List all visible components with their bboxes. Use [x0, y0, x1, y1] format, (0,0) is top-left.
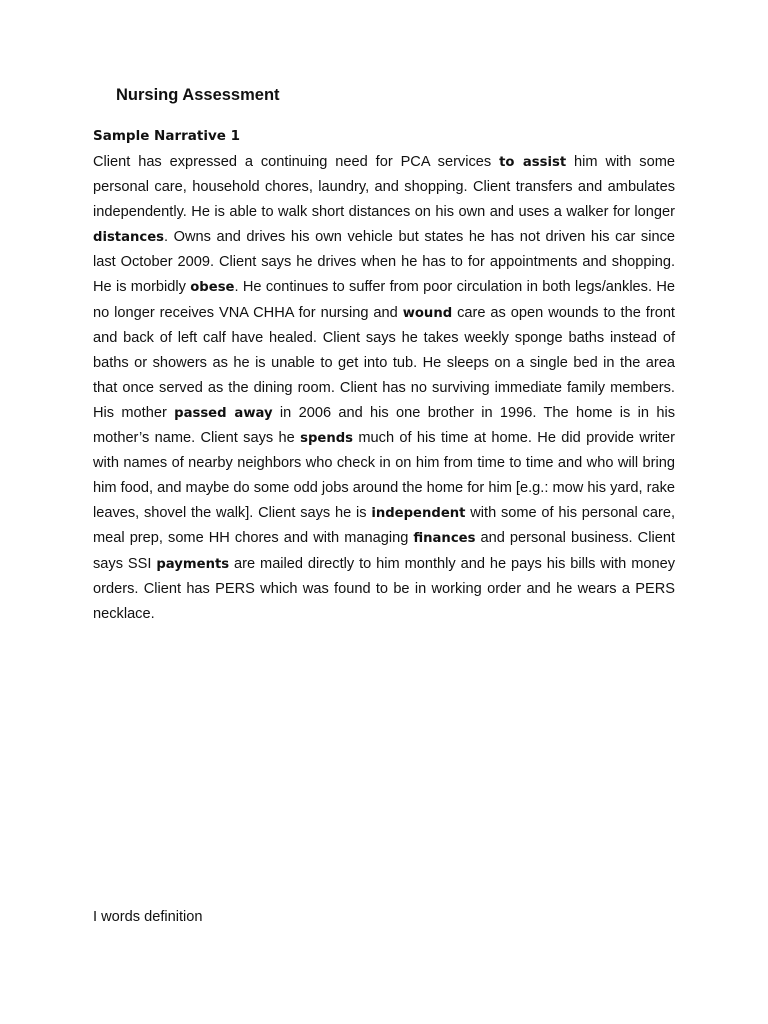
- narrative-text: and personal business. Client says SSI: [93, 530, 675, 572]
- highlighted-keyword: wound: [402, 305, 453, 321]
- highlighted-keyword: distances: [93, 230, 165, 246]
- highlighted-keyword: obese: [190, 280, 235, 296]
- section-heading: Sample Narrative 1: [93, 128, 241, 144]
- highlighted-keyword: finances: [413, 531, 476, 547]
- narrative-text: in 2006 and his one brother in 1996. The home is in his mother’s name. Client says he: [93, 404, 675, 447]
- highlighted-keyword: to assist: [499, 155, 567, 170]
- highlighted-keyword: passed away: [174, 405, 273, 421]
- narrative-text: . Owns and drives his own vehicle but states he has not driven his car since last October 2009. Client says he drives when he has to for appointments and shopping. He is morbidly: [93, 229, 675, 296]
- narrative-text: Client has expressed a continuing need for PCA services: [93, 154, 500, 170]
- narrative-text: with some of his personal care, meal prep, some HH chores and with managing: [93, 505, 676, 547]
- narrative-text: are mailed directly to him monthly and he pays his bills with money orders. Client has PERS which was found to be in working order and he wears a PERS necklace.: [93, 555, 676, 622]
- narrative-text: care as open wounds to the front and back of left calf have healed. Client says he takes weekly sponge baths instead of baths or showers as he is unable to get into tub. He sleeps on a single bed in the area that once served as the dining room. Client has no surviving immediate family members. His mother: [93, 304, 675, 421]
- narrative-text: . He continues to suffer from poor circulation in both legs/ankles. He no longer receives VNA CHHA for nursing and: [93, 279, 675, 321]
- document-title: Nursing Assessment: [116, 86, 280, 104]
- highlighted-keyword: payments: [156, 556, 230, 572]
- footer-label: I words definition: [93, 909, 203, 925]
- highlighted-keyword: spends: [300, 431, 354, 447]
- narrative-text: him with some personal care, household chores, laundry, and shopping. Client transfers and ambulates independently. He is able to walk short distances on his own and uses a walker for longer: [93, 154, 675, 221]
- highlighted-keyword: independent: [371, 506, 466, 522]
- narrative-paragraph: [93, 150, 675, 627]
- narrative-text: much of his time at home. He did provide writer with names of nearby neighbors who check in on him from time to time and who will bring him food, and maybe do some odd jobs around the home for him [e.g.: mow his yard, rake leaves, shovel the walk]. Client says he is: [93, 430, 676, 522]
